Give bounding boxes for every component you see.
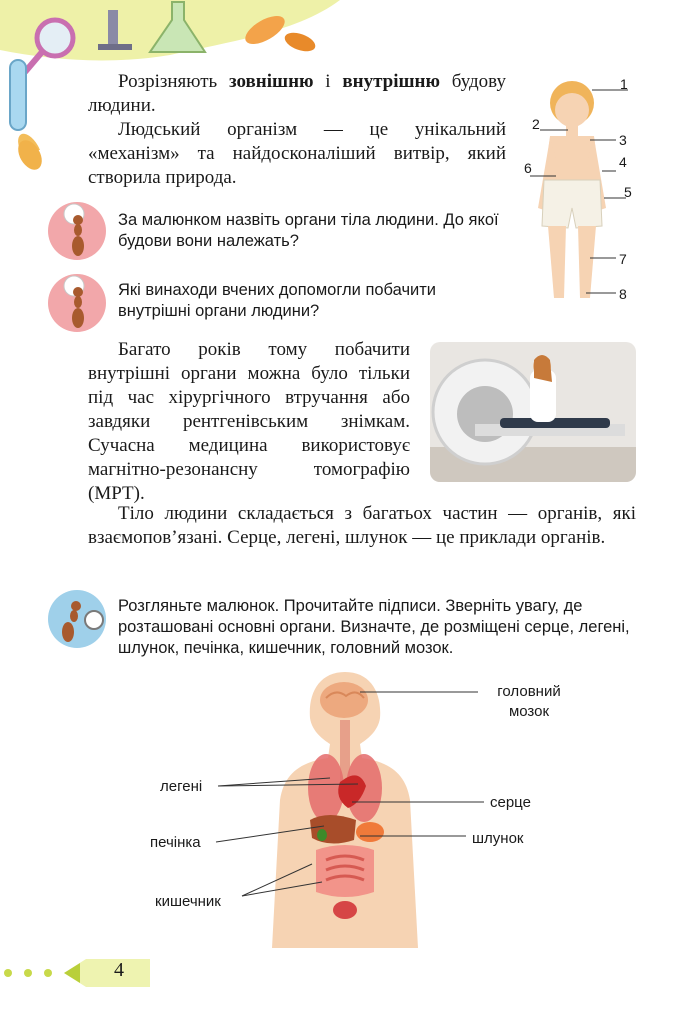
body-label-7: 7 xyxy=(619,251,627,267)
ant-magnifier-icon xyxy=(46,588,108,650)
task-text: Розгляньте малюнок. Прочитайте підписи. Зверніть увагу, де розташовані основні органи. Визначте, де розміщені серце, легені, шлунок, печінка, кишечник, головний мозок. xyxy=(118,597,630,657)
label-liver: печінка xyxy=(150,834,201,851)
page-number: 4 xyxy=(114,959,124,981)
label-stomach: шлунок xyxy=(472,830,524,847)
autumn-leaf-icon xyxy=(10,130,50,180)
body-label-8: 8 xyxy=(619,286,627,302)
body-label-2: 2 xyxy=(532,116,540,132)
label-brain: головний мозок xyxy=(497,683,561,720)
organs-paragraph: Тіло людини складається з багатьох частин — органів, які взаємопов’язані. Серце, легені, шлунок — це приклади органів. xyxy=(88,503,636,548)
mri-photo xyxy=(430,342,636,482)
body-label-4: 4 xyxy=(619,154,627,170)
question-2: Які винаходи вчених допомогли побачити внутрішні органи людини? xyxy=(118,281,437,320)
organ-label-lines xyxy=(0,660,691,940)
body-label-3: 3 xyxy=(619,132,627,148)
body-label-5: 5 xyxy=(624,184,632,200)
label-heart: серце xyxy=(490,794,531,811)
intro-paragraph-2: Людський організм — це унікальний «механізм» та найдосконаліший витвір, який створила природа. xyxy=(88,119,506,188)
ant-thinking-icon xyxy=(46,272,108,334)
page-number-badge xyxy=(0,955,160,991)
intro-paragraph-1: Розрізняють зовнішню і внутрішню будову людини. xyxy=(88,71,507,116)
body-label-1: 1 xyxy=(620,76,628,92)
question-1: За малюнком назвіть органи тіла людини. До якої будови вони належать? xyxy=(118,211,499,250)
label-intestine: кишечник xyxy=(155,893,221,910)
ant-thinking-icon xyxy=(46,200,108,262)
label-lungs: легені xyxy=(160,778,203,795)
test-tube-icon xyxy=(10,60,26,130)
body-label-6: 6 xyxy=(524,160,532,176)
history-paragraph: Багато років тому побачити внутрішні органи можна було тільки під час хірургічного втручання або завдяки рентгенівським знімкам. Сучасна медицина використовує магнітно-резонансну томографію (МРТ). xyxy=(88,339,410,504)
